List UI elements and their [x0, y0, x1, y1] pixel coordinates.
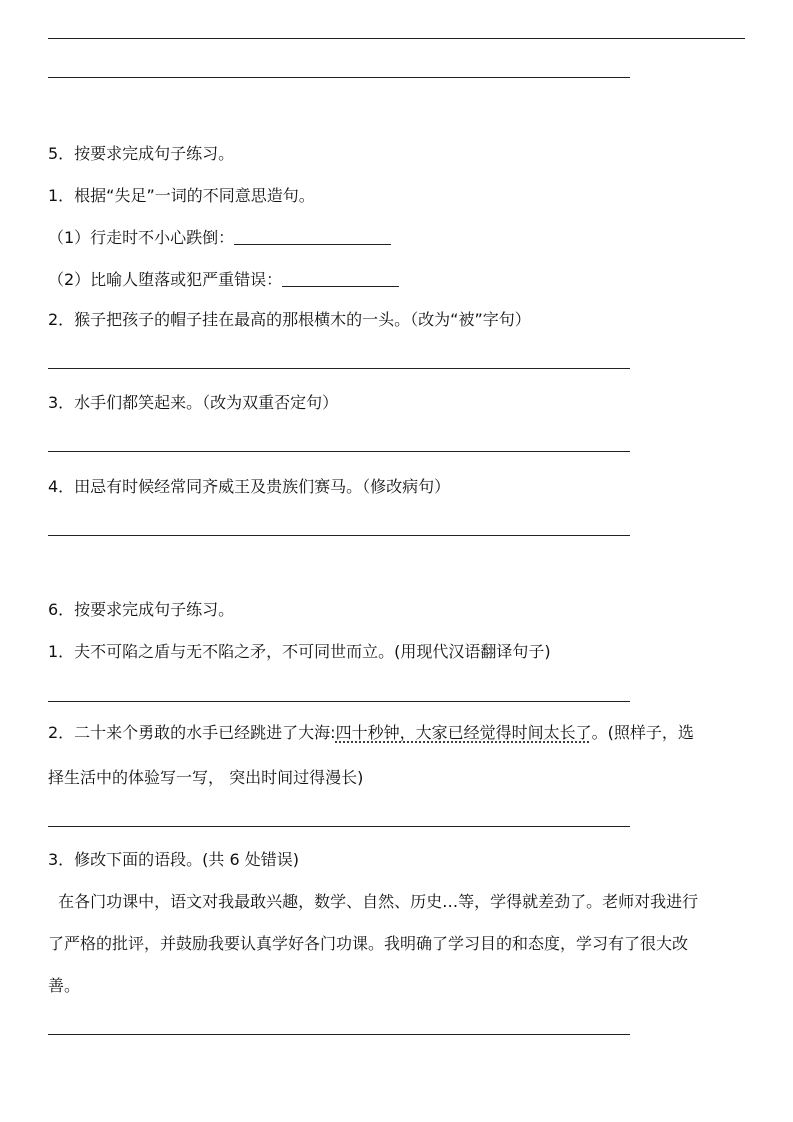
- answer-line-q6-2[interactable]: [48, 826, 630, 827]
- answer-line-q6-3[interactable]: [48, 1034, 630, 1035]
- q5-item3: 3．水手们都笑起来。（改为双重否定句）: [48, 393, 339, 412]
- q5-sub2-blank[interactable]: [282, 270, 399, 287]
- q5-sub2: [48, 270, 399, 290]
- answer-line-top-1[interactable]: [48, 38, 745, 39]
- q6-item1: 1．夫不可陷之盾与无不陷之矛，不可同世而立。(用现代汉语翻译句子): [48, 642, 551, 661]
- q5-sub1-blank[interactable]: [234, 228, 391, 245]
- answer-line-q5-4[interactable]: [48, 535, 630, 536]
- q6-heading: 6．按要求完成句子练习。: [48, 600, 235, 619]
- q6-item2-line1: [48, 723, 694, 743]
- q5-sub1-label: （1）行走时不小心跌倒：: [48, 228, 235, 247]
- q5-item1: 1．根据“失足”一词的不同意思造句。: [48, 186, 315, 205]
- q6-item2-dotted: 四十秒钟，大家已经觉得时间太长了: [335, 723, 592, 742]
- q6-item3: 3．修改下面的语段。(共 6 处错误): [48, 850, 300, 869]
- q6-item2-prefix: 2．二十来个勇敢的水手已经跳进了大海:: [48, 723, 336, 742]
- answer-line-q5-3[interactable]: [48, 451, 630, 452]
- q5-item4: 4．田忌有时候经常同齐威王及贵族们赛马。（修改病句）: [48, 477, 451, 496]
- q6-paragraph-line3: 善。: [48, 976, 81, 995]
- q5-sub2-label: （2）比喻人堕落或犯严重错误：: [48, 270, 283, 289]
- q6-item2-line2: 择生活中的体验写一写， 突出时间过得漫长): [48, 768, 364, 787]
- answer-line-top-2[interactable]: [48, 77, 630, 78]
- q5-heading: 5．按要求完成句子练习。: [48, 144, 235, 163]
- q5-item2: 2．猴子把孩子的帽子挂在最高的那根横木的一头。（改为“被”字句）: [48, 310, 531, 329]
- q6-item2-suffix: 。(照样子，选: [591, 723, 694, 742]
- q6-paragraph-line2: 了严格的批评，并鼓励我要认真学好各门功课。我明确了学习目的和态度，学习有了很大改: [48, 934, 689, 953]
- q5-sub1: [48, 228, 391, 248]
- q6-paragraph-line1: 在各门功课中，语文对我最敢兴趣，数学、自然、历史…等，学得就差劲了。老师对我进行: [48, 892, 699, 911]
- answer-line-q6-1[interactable]: [48, 701, 630, 702]
- answer-line-q5-2[interactable]: [48, 368, 630, 369]
